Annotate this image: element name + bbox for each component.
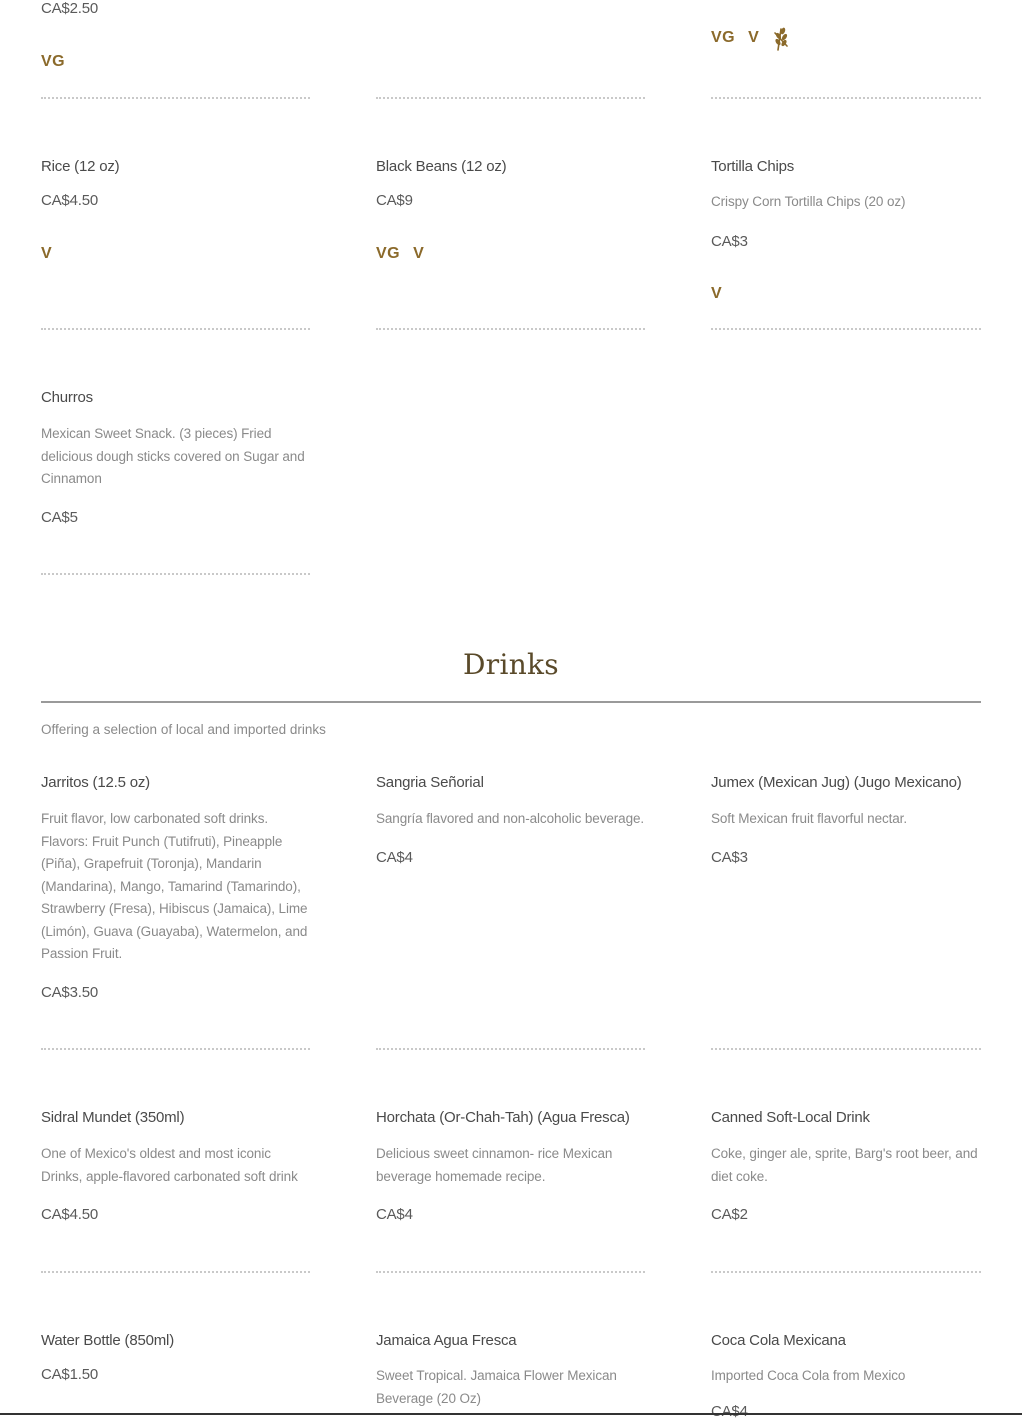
vegetarian-tag: V — [41, 245, 53, 262]
menu-item-price: CA$9 — [376, 192, 413, 209]
menu-item-description: Crispy Corn Tortilla Chips (20 oz) — [711, 194, 906, 209]
menu-item-name[interactable]: Jamaica Agua Fresca — [376, 1332, 517, 1349]
dietary-tags — [41, 242, 310, 266]
menu-item-description: Mexican Sweet Snack. (3 pieces) Fried delicious dough sticks covered on Sugar and Cinnamon — [41, 426, 305, 486]
menu-item-name[interactable]: Tortilla Chips — [711, 158, 795, 175]
item-divider — [376, 97, 645, 99]
item-divider — [41, 97, 310, 99]
vegan-tag: VG — [711, 29, 736, 46]
wheat-icon — [772, 25, 790, 51]
menu-item-description: Fruit flavor, low carbonated soft drinks. Flavors: Fruit Punch (Tutifruti), Pineapple (Piña), Grapefruit (Toronja), Mandarin (Mandarina), Mango, Tamarind (Tamarindo), Strawberry (Fresa), Hibiscus (Jamaica), Lime (Limón), Guava (Guayaba), Watermelon, and Passion Fruit. — [41, 811, 308, 961]
dietary-tags — [376, 242, 645, 266]
menu-item-price: CA$2 — [711, 1206, 748, 1223]
section-title: Drinks — [463, 648, 559, 681]
item-divider — [41, 1048, 310, 1050]
menu-item-description: Coke, ginger ale, sprite, Barg's root beer, and diet coke. — [711, 1146, 978, 1184]
vegan-tag: VG — [376, 245, 401, 262]
menu-item-price: CA$3.50 — [41, 984, 98, 1001]
dietary-tags — [711, 26, 981, 50]
dietary-tags — [41, 50, 310, 74]
item-divider — [41, 328, 310, 330]
menu-item-name[interactable]: Churros — [41, 389, 93, 406]
section-divider — [41, 701, 981, 703]
item-divider — [711, 1271, 981, 1273]
item-divider — [376, 1048, 645, 1050]
dietary-tags — [711, 282, 981, 306]
menu-item-price: CA$4 — [376, 1206, 413, 1223]
menu-item-name[interactable]: Jarritos (12.5 oz) — [41, 774, 150, 791]
item-divider — [711, 328, 981, 330]
menu-item-price: CA$3 — [711, 233, 748, 250]
menu-item-name[interactable]: Canned Soft-Local Drink — [711, 1109, 870, 1126]
page-bottom-border — [0, 1413, 1022, 1415]
vegetarian-tag: V — [748, 29, 760, 46]
item-divider — [41, 1271, 310, 1273]
menu-item-name[interactable]: Water Bottle (850ml) — [41, 1332, 174, 1349]
item-divider — [376, 328, 645, 330]
menu-item-price: CA$3 — [711, 849, 748, 866]
menu-item-name[interactable]: Rice (12 oz) — [41, 158, 120, 175]
menu-item-name[interactable]: Horchata (Or-Chah-Tah) (Agua Fresca) — [376, 1109, 630, 1126]
menu-item-price: CA$4 — [711, 1403, 748, 1420]
menu-item-name[interactable]: Sidral Mundet (350ml) — [41, 1109, 185, 1126]
menu-item-price: CA$5 — [41, 509, 78, 526]
section-description: Offering a selection of local and imported drinks — [41, 722, 326, 737]
menu-item-price: CA$1.50 — [41, 1366, 98, 1383]
item-divider — [376, 1271, 645, 1273]
menu-item-price: CA$4 — [376, 849, 413, 866]
item-divider — [711, 97, 981, 99]
menu-item-name[interactable]: Jumex (Mexican Jug) (Jugo Mexicano) — [711, 774, 962, 791]
menu-item-name[interactable]: Coca Cola Mexicana — [711, 1332, 846, 1349]
menu-item-description: Sangría flavored and non-alcoholic beverage. — [376, 811, 645, 826]
menu-item-name[interactable]: Black Beans (12 oz) — [376, 158, 507, 175]
item-divider — [41, 573, 310, 575]
menu-item-description: Sweet Tropical. Jamaica Flower Mexican Beverage (20 Oz) — [376, 1368, 617, 1406]
menu-item-description: Imported Coca Cola from Mexico — [711, 1368, 906, 1383]
menu-item-description: One of Mexico's oldest and most iconic Drinks, apple-flavored carbonated soft drink — [41, 1146, 298, 1184]
menu-item-name[interactable]: Sangria Señorial — [376, 774, 484, 791]
vegetarian-tag: V — [711, 285, 723, 302]
menu-item-price: CA$4.50 — [41, 1206, 98, 1223]
menu-item-price: CA$4.50 — [41, 192, 98, 209]
menu-item-price: CA$2.50 — [41, 0, 98, 17]
menu-item-description: Soft Mexican fruit flavorful nectar. — [711, 811, 907, 826]
menu-item-description: Delicious sweet cinnamon- rice Mexican beverage homemade recipe. — [376, 1146, 613, 1184]
item-divider — [711, 1048, 981, 1050]
vegan-tag: VG — [41, 53, 66, 70]
vegetarian-tag: V — [413, 245, 425, 262]
